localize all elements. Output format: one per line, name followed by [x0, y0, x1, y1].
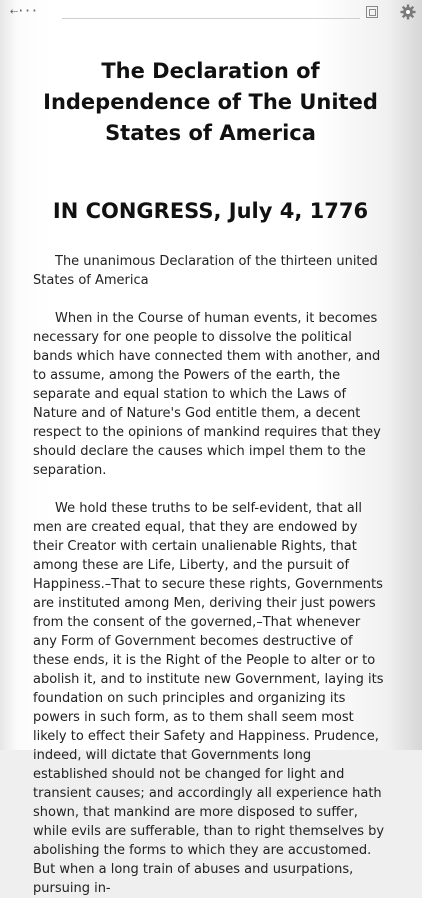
- paragraph: When in the Course of human events, it becomes necessary for one people to dissolve the political bands which have connected them with another, and to assume, among the Powers of the earth, the separate and equal station to which the Laws of Nature and of Nature's God entitle them, a decent respect to the opinions of mankind requires that they should declare the causes which impel them to the separation.: [33, 311, 381, 478]
- paragraph: We hold these truths to be self-evident, that all men are created equal, that they are endowed by their Creator with certain unalienable Rights, that among these are Life, Liberty, and the pursuit of Happiness.–That to secure these rights, Governments are instituted among Men, deriving their just powers from the consent of the governed,–That whenever any Form of Government becomes destructive of these ends, it is the Right of the People to alter or to abolish it, and to institute new Government, laying its foundation on such principles and organizing its powers in such form, as to them shall seem most likely to effect their Safety and Happiness. Prudence, indeed, will dictate that Governments long established should not be changed for light and transient causes; and accordingly all experience hath shown, that mankind are more disposed to suffer, while evils are sufferable, than to right themselves by abolishing the forms to which they are accustomed. But when a long train of abuses and usurpations, pursuing in-: [33, 501, 385, 896]
- chapter-heading: IN CONGRESS, July 4, 1776: [52, 199, 369, 223]
- paragraph: The unanimous Declaration of the thirteen united States of America: [33, 254, 378, 288]
- reading-progress-bar[interactable]: [62, 18, 360, 19]
- reader-toolbar: [0, 0, 422, 26]
- book-content: [33, 56, 388, 898]
- body-text: [33, 252, 388, 898]
- book-title: The Declaration of Independence of The United States of America: [43, 59, 378, 145]
- layout-icon[interactable]: [366, 6, 378, 18]
- gear-icon[interactable]: [400, 4, 416, 20]
- back-arrow-icon[interactable]: ⇠···: [10, 4, 38, 19]
